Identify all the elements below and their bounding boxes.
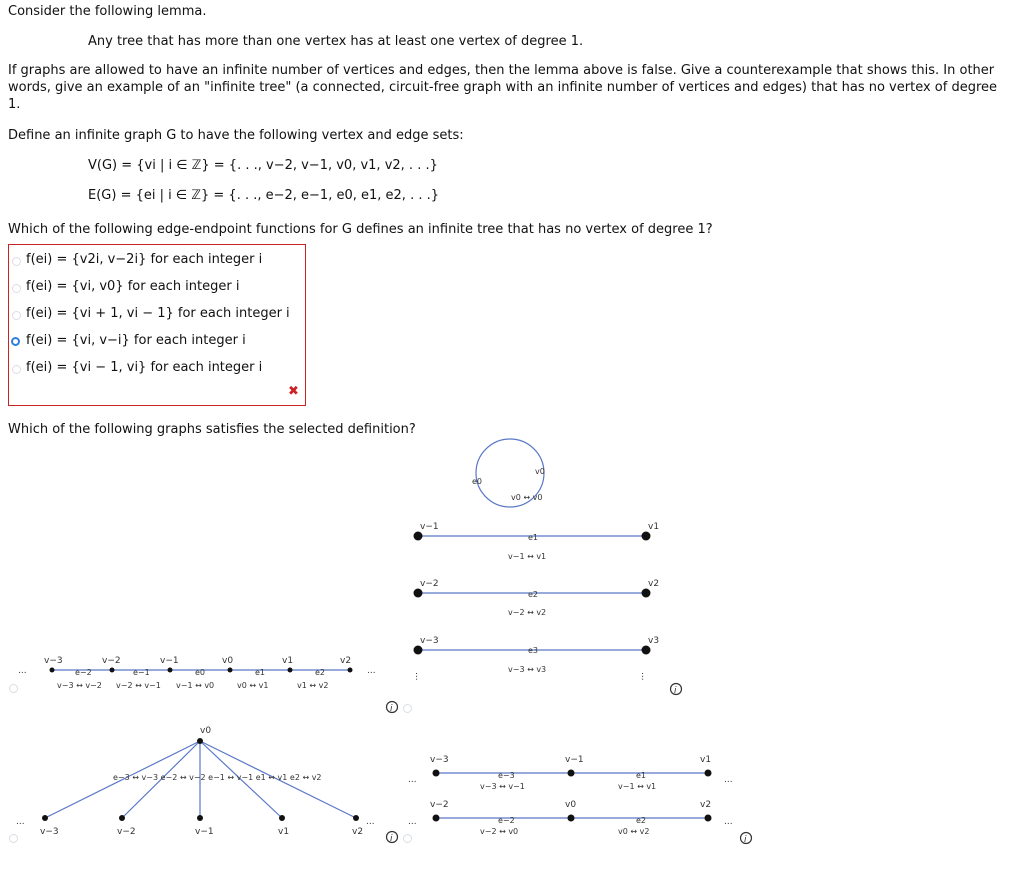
g1-vertex-6 (348, 668, 353, 673)
g4-bottom-label-2: v0 (565, 800, 577, 810)
g1-elabel-4: e1 (255, 668, 266, 677)
g3-ellipsis-left: ... (16, 817, 25, 827)
g3-ellipsis-right: ... (366, 817, 375, 827)
g1-vlabel-4: v0 (222, 656, 234, 666)
g3-center-label: v0 (200, 726, 212, 736)
edge-set: E(G) = {ei | i ∈ ℤ} = {. . ., e−2, e−1, e0, e1, e2, . . .} (88, 188, 440, 203)
g2-row2-right-label: v2 (648, 579, 660, 589)
g3-vertex-5 (353, 815, 359, 821)
g4-top-edge-2: e1 (636, 771, 647, 780)
svg-text:i: i (390, 704, 393, 714)
g1-vertex-1 (50, 668, 55, 673)
g2-row2-left-label: v−2 (420, 579, 439, 589)
g4-bottom-label-1: v−2 (430, 800, 449, 810)
lemma-text: Any tree that has more than one vertex has at least one vertex of degree 1. (88, 34, 584, 49)
g4-ellipsis-right-top: ... (724, 775, 733, 785)
g3-vertex-1 (42, 815, 48, 821)
g1-vlabel-3: v−1 (160, 656, 179, 666)
option-2[interactable]: f(ei) = {vi, v0} for each integer i (26, 279, 240, 294)
g4-bottom-vertex-2 (568, 815, 575, 822)
g2-vellipsis-right: ... (639, 672, 649, 681)
intro-text: Consider the following lemma. (8, 4, 207, 19)
g2-row1-caption: v−1 ↔ v1 (508, 552, 547, 561)
g4-ellipsis-left-top: ... (408, 775, 417, 785)
info-icon[interactable] (741, 833, 752, 846)
g3-vlabel-5: v2 (352, 827, 364, 837)
g3-center-vertex (197, 738, 203, 744)
g2-row2-edge: e2 (528, 590, 539, 599)
info-icon[interactable] (671, 684, 682, 697)
g1-caption-1: v−3 ↔ v−2 (57, 681, 102, 690)
problem-paragraph: If graphs are allowed to have an infinite number of vertices and edges, then the lemma above is false. Give a counterexample that shows this. In other words, give an example of an "infinite tree" (a connected, circuit-free graph with an infinite number of vertices and edges) that has no vertex of degree 1. (8, 63, 998, 112)
g4-top-vertex-2 (568, 770, 575, 777)
g2-loop-edge: e0 (472, 477, 483, 486)
g3-vlabel-4: v1 (278, 827, 290, 837)
g2-row3-right-label: v3 (648, 636, 660, 646)
g4-top-label-2: v−1 (565, 755, 584, 765)
g2-row3-left-label: v−3 (420, 636, 439, 646)
g1-elabel-5: e2 (315, 668, 326, 677)
g2-row1-right (642, 532, 651, 541)
g2-row1-edge: e1 (528, 533, 539, 542)
g3-vlabel-2: v−2 (117, 827, 136, 837)
g1-elabel-1: e−2 (75, 668, 92, 677)
g3-vlabel-1: v−3 (40, 827, 59, 837)
g4-bottom-label-3: v2 (700, 800, 712, 810)
g4-ellipsis-right-bottom: ... (724, 817, 733, 827)
g1-caption-2: v−2 ↔ v−1 (116, 681, 161, 690)
info-icon[interactable] (387, 702, 398, 715)
g1-caption-3: v−1 ↔ v0 (176, 681, 215, 690)
svg-text:i: i (674, 686, 677, 696)
option-4[interactable]: f(ei) = {vi, v−i} for each integer i (26, 333, 246, 348)
question-1: Which of the following edge-endpoint functions for G defines an infinite tree that has no vertex of degree 1? (8, 222, 713, 237)
g4-bottom-caption-1: v−2 ↔ v0 (480, 827, 519, 836)
g1-vertex-3 (168, 668, 173, 673)
g4-top-vertex-3 (705, 770, 712, 777)
wrong-mark-icon: ✖ (288, 384, 299, 399)
vertex-set: V(G) = {vi | i ∈ ℤ} = {. . ., v−2, v−1, v0, v1, v2, . . .} (88, 158, 438, 173)
g1-elabel-3: e0 (195, 668, 206, 677)
g2-row3-edge: e3 (528, 646, 539, 655)
define-text: Define an infinite graph G to have the following vertex and edge sets: (8, 128, 464, 143)
svg-text:i: i (390, 834, 393, 844)
g2-row2-right (642, 589, 651, 598)
g4-top-caption-2: v−1 ↔ v1 (618, 782, 657, 791)
g1-vlabel-2: v−2 (102, 656, 121, 666)
g2-row1-right-label: v1 (648, 522, 660, 532)
g1-ellipsis-left: ... (18, 666, 27, 676)
g1-caption-5: v1 ↔ v2 (297, 681, 329, 690)
g4-top-edge-1: e−3 (498, 771, 515, 780)
g1-vlabel-5: v1 (282, 656, 294, 666)
g1-ellipsis-right: ... (367, 666, 376, 676)
g2-row3-right (642, 646, 651, 655)
g2-row1-left (414, 532, 423, 541)
g2-row2-left (414, 589, 423, 598)
g1-vertex-4 (228, 668, 233, 673)
g2-loop-caption: v0 ↔ v0 (511, 493, 543, 502)
g3-vertex-2 (119, 815, 125, 821)
g3-vertex-4 (279, 815, 285, 821)
option-1[interactable]: f(ei) = {v2i, v−2i} for each integer i (26, 252, 263, 267)
g3-vertex-3 (197, 815, 203, 821)
g4-bottom-vertex-3 (705, 815, 712, 822)
g4-bottom-caption-2: v0 ↔ v2 (618, 827, 650, 836)
option-3[interactable]: f(ei) = {vi + 1, vi − 1} for each integer i (26, 306, 290, 321)
g1-vertex-2 (110, 668, 115, 673)
info-icon[interactable] (387, 832, 398, 845)
g1-vertex-5 (288, 668, 293, 673)
svg-text:i: i (744, 835, 747, 845)
option-5[interactable]: f(ei) = {vi − 1, vi} for each integer i (26, 360, 263, 375)
g1-vlabel-6: v2 (340, 656, 352, 666)
g2-row3-caption: v−3 ↔ v3 (508, 665, 547, 674)
g4-bottom-edge-1: e−2 (498, 816, 515, 825)
g4-top-label-3: v1 (700, 755, 712, 765)
g4-top-caption-1: v−3 ↔ v−1 (480, 782, 525, 791)
question-2: Which of the following graphs satisfies the selected definition? (8, 422, 416, 437)
g4-ellipsis-left-bottom: ... (408, 817, 417, 827)
g2-row2-caption: v−2 ↔ v2 (508, 608, 547, 617)
g4-top-vertex-1 (433, 770, 440, 777)
g2-vellipsis-left: ... (413, 672, 423, 681)
g3-edge-text: e−3 ↔ v−3 e−2 ↔ v−2 e−1 ↔ v−1 e1 ↔ v1 e2 ↔ v2 (113, 773, 322, 782)
g2-row1-left-label: v−1 (420, 522, 439, 532)
g1-vlabel-1: v−3 (44, 656, 63, 666)
g1-caption-4: v0 ↔ v1 (237, 681, 269, 690)
g3-vlabel-3: v−1 (195, 827, 214, 837)
g4-top-label-1: v−3 (430, 755, 449, 765)
g4-bottom-edge-2: e2 (636, 816, 647, 825)
g2-row3-left (414, 646, 423, 655)
g2-loop-vertex: v0 (535, 467, 545, 476)
g4-bottom-vertex-1 (433, 815, 440, 822)
g1-elabel-2: e−1 (133, 668, 150, 677)
